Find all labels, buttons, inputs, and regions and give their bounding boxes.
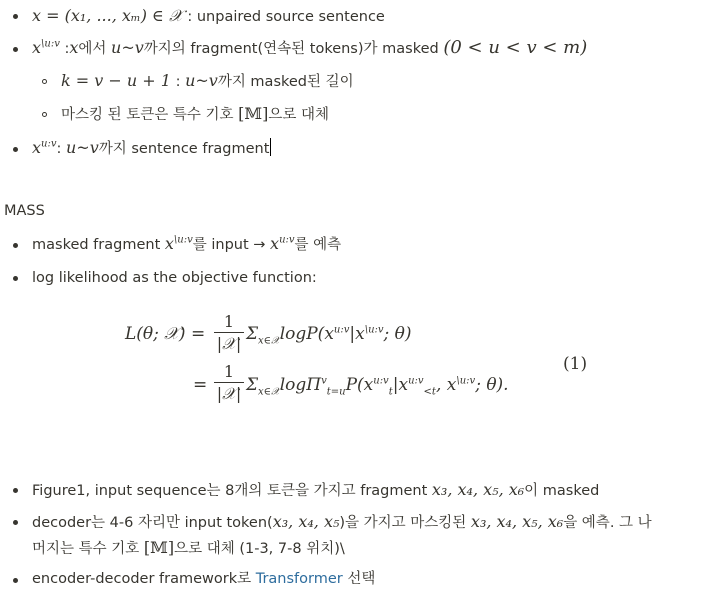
list-item-text: log likelihood as the objective function: [32, 270, 317, 286]
list-item [32, 512, 652, 533]
list-item [32, 480, 599, 501]
list-item-text: 를 예측 [294, 237, 342, 253]
bullet [13, 243, 18, 248]
math-expression: u~v [66, 138, 99, 157]
math-expression: [𝕄] [238, 104, 269, 123]
list-item-text: masked fragment [32, 237, 161, 253]
equation-fraction: 1 |𝒳| [214, 363, 244, 404]
list-item-text: 이 masked [524, 483, 600, 499]
math-expression: x₃, x₄, x₅, x₆ [470, 512, 564, 531]
list-item [61, 71, 354, 92]
list-item-text: Figure1, input sequence는 8개의 토큰을 가지고 fragment [32, 483, 428, 499]
equation-fraction: 1 |𝒳| [214, 313, 244, 354]
list-item-text: 을 예측. 그 나 [563, 515, 652, 531]
list-item-text: : [64, 41, 70, 57]
math-expression: x [69, 38, 79, 57]
list-item-text: 마스킹 된 토큰은 특수 기호 [61, 107, 234, 123]
sub-bullet [42, 112, 47, 117]
transformer-link[interactable]: Transformer [255, 571, 343, 587]
math-expression: x₃, x₄, x₅, x₆ [431, 480, 525, 499]
bullet [13, 47, 18, 52]
list-item [32, 569, 375, 589]
bullet [13, 520, 18, 525]
list-item-text: 까지 sentence fragment [98, 141, 270, 157]
bullet [13, 578, 18, 583]
math-expression: $x^{u:v}$ [32, 138, 57, 157]
math-expression: [𝕄] [143, 538, 175, 557]
section-heading: MASS [4, 203, 45, 219]
math-expression: $x^{\backslash u:v}$ [32, 38, 60, 57]
sub-bullet [42, 79, 47, 84]
math-expression: k = v − u + 1 [61, 71, 171, 90]
equation-number: (1) [563, 354, 588, 374]
math-expression: $x^{u:v}$ [270, 234, 295, 253]
math-expression: u~v [111, 38, 144, 57]
bullet [13, 14, 18, 19]
equation-equals: = [193, 375, 208, 395]
list-item-text: : unpaired source sentence [187, 9, 385, 25]
math-expression: (0 < u < v < m) [443, 37, 588, 58]
text-cursor [270, 138, 271, 156]
list-item-text: 으로 대체 (1-3, 7-8 위치)\ [174, 541, 345, 557]
list-item-text: : [175, 74, 181, 90]
list-item[interactable] [32, 138, 271, 159]
list-item-text: : [56, 141, 62, 157]
list-item-text: )을 가지고 마스킹된 [339, 515, 467, 531]
list-item-text: encoder-decoder framework로 [32, 571, 252, 587]
equation-line-1: $\Sigma_{x\in 𝒳}\log P(x^{u:v}|x^{\backslash u:v}$; θ) [246, 324, 412, 347]
list-item-text: 를 input → [192, 237, 266, 253]
list-item [32, 6, 385, 27]
list-item [32, 38, 587, 59]
math-expression: $x^{\backslash u:v}$ [164, 234, 193, 253]
list-item-text: decoder는 4-6 자리만 input token( [32, 515, 273, 531]
list-item [32, 234, 341, 255]
list-item [32, 268, 317, 288]
bullet [13, 276, 18, 281]
math-expression: x₃, x₄, x₅ [272, 512, 340, 531]
list-item-text: 까지의 fragment(연속된 tokens)가 masked [143, 41, 439, 57]
math-expression: x = (x₁, ..., xₘ) ∈ 𝒳 [32, 6, 183, 25]
list-item-text: 선택 [347, 571, 376, 587]
list-item-text: 까지 masked된 길이 [217, 74, 354, 90]
bullet [13, 488, 18, 493]
list-item-text: 에서 [78, 41, 107, 57]
bullet [13, 147, 18, 152]
list-item-continuation [32, 538, 345, 559]
math-expression: u~v [185, 71, 218, 90]
equation-line-2: $\Sigma_{x\in 𝒳}\log\Pi^v_{t=u}P(x^{u:v}_t|x^{u:v}_{<t}$, $x^{\backslash u:v}$; θ). [246, 375, 509, 398]
list-item-text: 으로 대체 [268, 107, 329, 123]
equation-lhs: L(θ; 𝒳) = [125, 324, 206, 344]
list-item [61, 104, 329, 125]
list-item-text: 머지는 특수 기호 [32, 541, 140, 557]
